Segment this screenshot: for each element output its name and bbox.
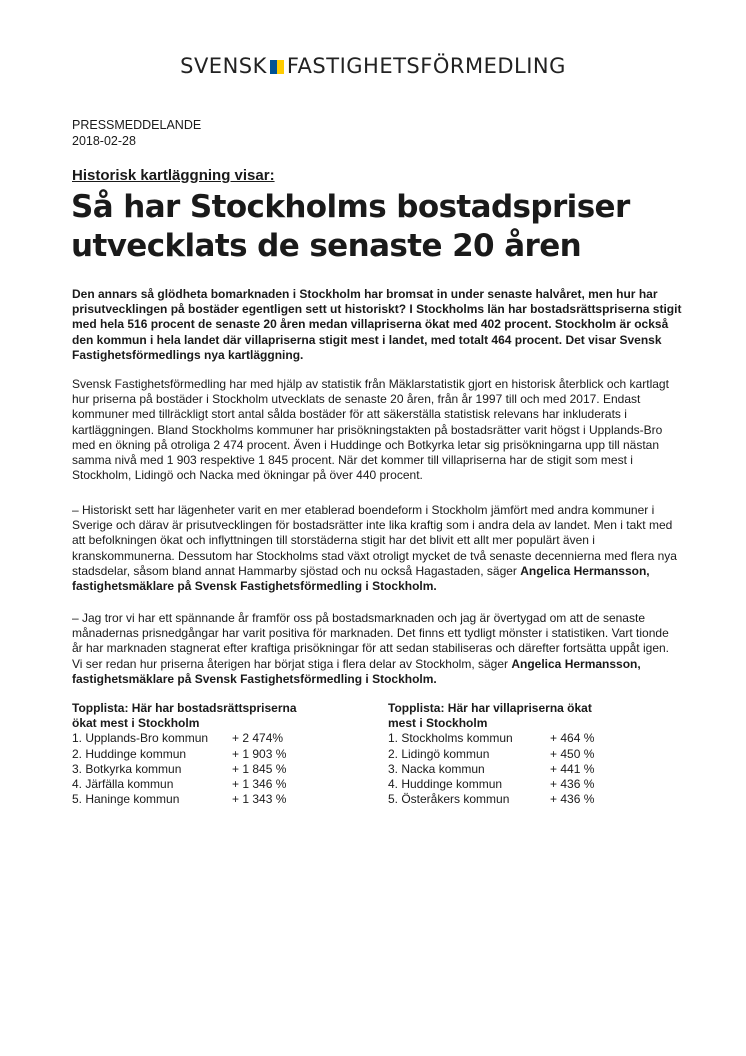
quote-text: – Historiskt sett har lägenheter varit en mer etablerad boendeform i Stockholm jämfört med andra kommuner i Sverige och därav är prisutvecklingen för bostadsrätter inte lika kraftig som i andra dela av landet. Men i takt med att befolkningen ökat och inflyttningen till storstäderna stigit har det blivit ett allt mer populärt även i kranskommunerna. Dessutom har Stockholms stad växt otroligt mycket de två senaste decennierna med flera nya stadsdelar, såsom bland annat Hammarby sjöstad och nu också Hagastaden, säger [72, 503, 677, 578]
municipality: 5. Haninge kommun [72, 792, 180, 807]
municipality: 3. Botkyrka kommun [72, 761, 182, 776]
logo-text-right: FASTIGHETSFÖRMEDLING [286, 54, 566, 78]
list-item [388, 777, 648, 792]
municipality: 1. Upplands-Bro kommun [72, 731, 209, 746]
municipality: 2. Huddinge kommun [72, 746, 187, 761]
body-paragraph-1: Svensk Fastighetsförmedling har med hjälp av statistik från Mäklarstatistik gjort en historisk återblick och kartlagt hur priserna på bostäder i Stockholm utvecklats de senaste 20 åren, från år 1997 till och med 2017. Endast kommuner med tillräckligt stort antal sålda bostäder för att säkerställa statistisk relevans har inkluderats i kartläggningen. Bland Stockholms kommuner har prisökningstakten på bostadsrätter varit högst i Upplands-Bro med en ökning på otroliga 2 474 procent. Även i Huddinge och Botkyrka letar sig prisökningarna upp till nästan samma nivå med 1 903 respektive 1 845 procent. När det kommer till villapriserna har de stigit som mest i Stockholm, Lidingö och Nacka med ökningar på över 440 procent. [72, 377, 669, 483]
toplist-title: Topplista: Här har villapriserna ökat mest i Stockholm [388, 701, 592, 731]
headline: Så har Stockholms bostadspriser utvecklats de senaste 20 åren [71, 189, 630, 264]
increase-value: + 441 % [550, 761, 595, 776]
document-type: PRESSMEDDELANDE [72, 118, 202, 132]
municipality: 1. Stockholms kommun [388, 731, 513, 746]
quote-speaker: Angelica Hermansson, fastighetsmäklare på Svensk Fastighetsförmedling i Stockholm. [72, 656, 641, 686]
quote-text: – Jag tror vi har ett spännande år framför oss på bostadsmarknaden och jag är övertygad om att de senaste månadernas prisnedgångar har varit positiva för marknaden. Det finns ett tydligt mönster i statistiken. Vart tionde år har marknaden stagnerat efter kraftiga prisökningar för att sedan stabiliseras och därefter fortsätta uppåt igen. Vi ser redan hur priserna återigen har börjat stiga i flera delar av Stockholm, säger [72, 611, 669, 671]
list-item [388, 747, 648, 762]
municipality: 5. Österåkers kommun [388, 792, 510, 807]
toplist-title: Topplista: Här har bostadsrättspriserna ökat mest i Stockholm [72, 701, 297, 731]
increase-value: + 1 903 % [232, 746, 287, 761]
list-item [72, 731, 332, 746]
publish-date: 2018-02-28 [72, 134, 136, 148]
press-meta [72, 117, 201, 149]
increase-value: + 2 474% [232, 731, 284, 746]
quote-speaker: Angelica Hermansson, fastighetsmäklare på Svensk Fastighetsförmedling i Stockholm. [72, 563, 650, 594]
lead-paragraph: Den annars så glödheta bomarknaden i Stockholm har bromsat in under senaste halvåret, men hur har prisutvecklingen på bostäder egentligen sett ut historiskt? I Stockholms län har bostadsrättspriserna stigit med hela 516 procent de senaste 20 åren medan villapriserna ökat med 402 procent. Stockholm är också den kommun i hela landet där villapriserna stigit mest i landet, med totalt 464 procent. Det visar Svensk Fastighetsförmedlings nya kartläggning. [72, 287, 682, 362]
municipality: 4. Järfälla kommun [72, 777, 174, 792]
toplist-villor [388, 701, 648, 807]
municipality: 3. Nacka kommun [388, 761, 485, 776]
municipality: 4. Huddinge kommun [388, 777, 503, 792]
list-item [388, 792, 648, 807]
list-item [72, 792, 332, 807]
toplist-bostadsratter [72, 701, 332, 807]
list-item [72, 762, 332, 777]
logo-text-left: SVENSK [180, 54, 267, 78]
increase-value: + 1 346 % [232, 777, 287, 792]
quote-paragraph-2 [72, 611, 682, 687]
increase-value: + 436 % [550, 792, 595, 807]
quote-paragraph-1 [72, 503, 682, 594]
list-item [388, 731, 648, 746]
kicker: Historisk kartläggning visar: [72, 167, 275, 184]
increase-value: + 436 % [550, 777, 595, 792]
company-logo [0, 54, 746, 78]
list-item [388, 762, 648, 777]
increase-value: + 1 845 % [232, 761, 287, 776]
increase-value: + 1 343 % [232, 792, 287, 807]
municipality: 2. Lidingö kommun [388, 746, 490, 761]
increase-value: + 464 % [550, 731, 595, 746]
flag-icon [270, 60, 284, 74]
increase-value: + 450 % [550, 746, 595, 761]
list-item [72, 747, 332, 762]
list-item [72, 777, 332, 792]
